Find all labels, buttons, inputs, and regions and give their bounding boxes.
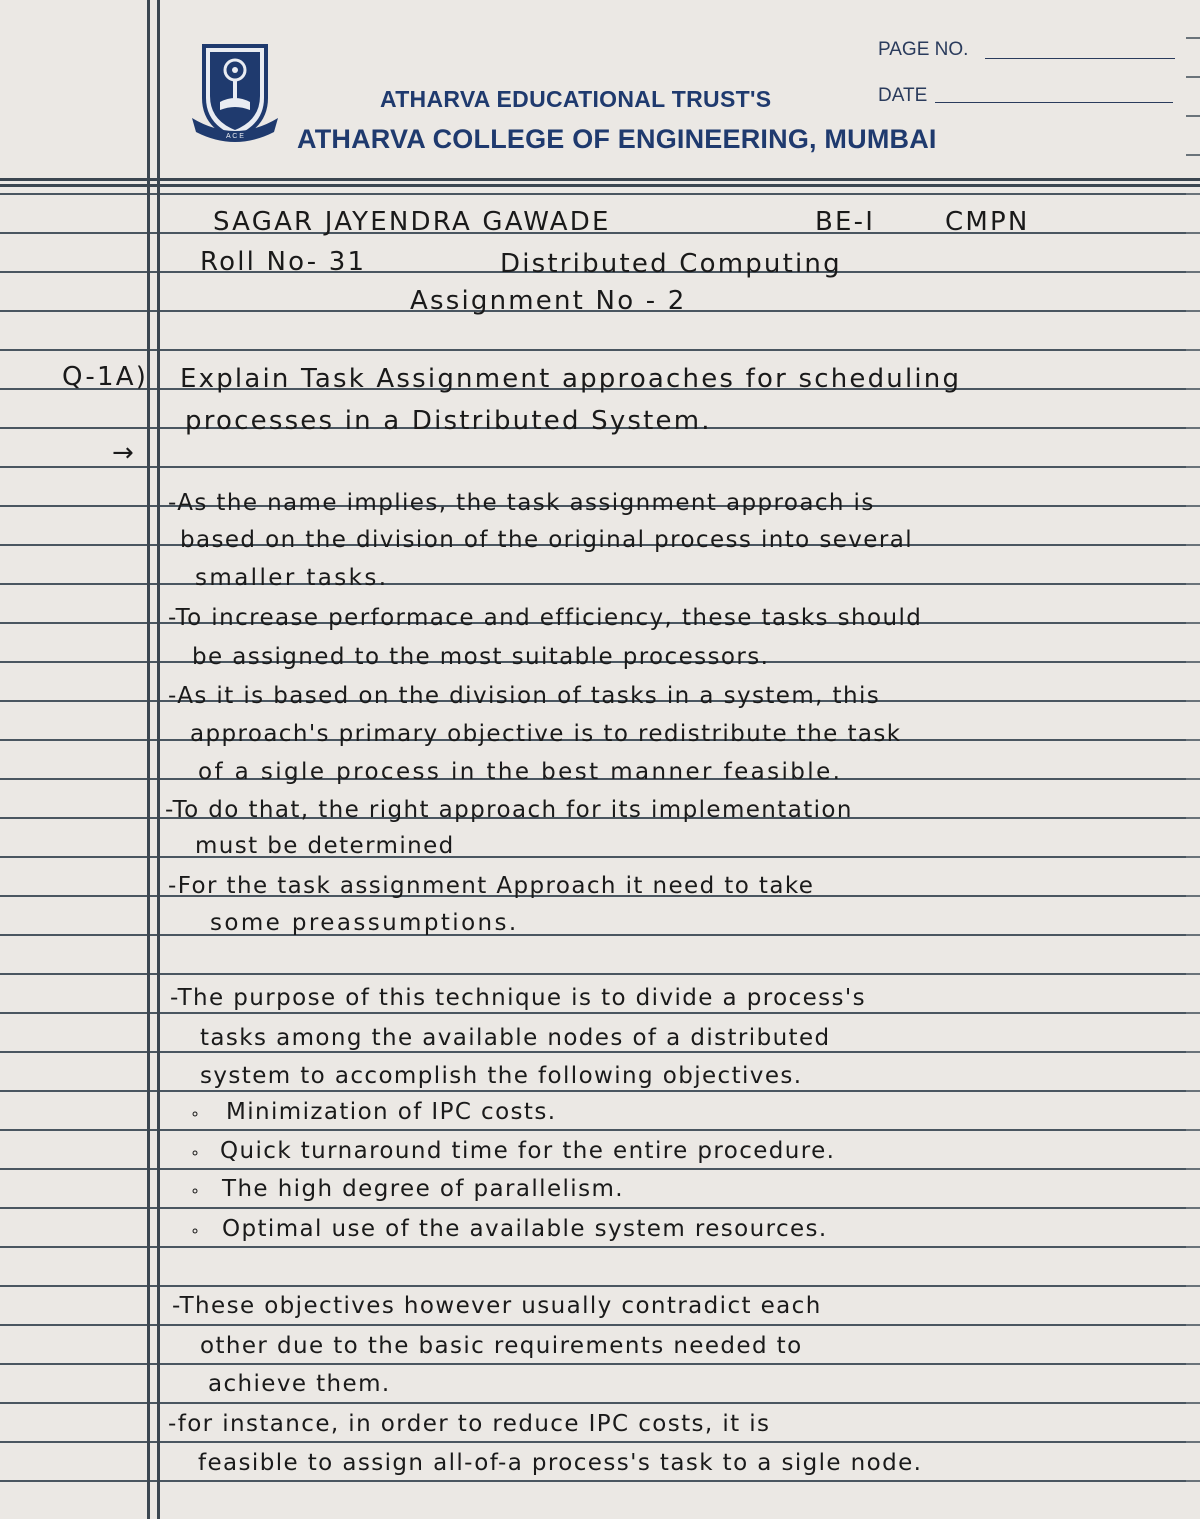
date-line: [935, 102, 1173, 103]
answer-line: system to accomplish the following objectives.: [200, 1063, 803, 1089]
page-no-label: PAGE NO.: [878, 39, 969, 60]
answer-line: -These objectives however usually contradict each: [172, 1293, 822, 1319]
objective-item: Quick turnaround time for the entire procedure.: [220, 1138, 836, 1164]
trust-name: ATHARVA EDUCATIONAL TRUST'S: [380, 86, 772, 112]
answer-line: -To do that, the right approach for its implementation: [165, 797, 853, 823]
header-rule: [0, 184, 1200, 187]
objective-item: The high degree of parallelism.: [222, 1176, 624, 1202]
answer-line: feasible to assign all-of-a process's task to a sigle node.: [198, 1450, 923, 1476]
answer-line: be assigned to the most suitable processors.: [192, 644, 770, 670]
margin-line: [147, 0, 150, 1519]
header-rule: [0, 178, 1200, 181]
bullet-icon: ∘: [190, 1221, 201, 1240]
college-crest-icon: [190, 40, 280, 146]
objective-item: Minimization of IPC costs.: [226, 1099, 557, 1125]
answer-line: other due to the basic requirements needed to: [200, 1333, 803, 1359]
answer-line: tasks among the available nodes of a distributed: [200, 1025, 831, 1051]
bullet-icon: ∘: [190, 1143, 201, 1162]
question-line: processes in a Distributed System.: [185, 406, 712, 436]
answer-line: some preassumptions.: [210, 910, 519, 936]
objective-item: Optimal use of the available system resources.: [222, 1216, 828, 1242]
answer-arrow: →: [112, 438, 136, 468]
answer-line: must be determined: [195, 833, 455, 859]
margin-line: [157, 0, 160, 1519]
student-branch: CMPN: [945, 207, 1030, 237]
answer-line: -for instance, in order to reduce IPC costs, it is: [168, 1411, 771, 1437]
question-label: Q-1A): [62, 362, 149, 392]
answer-line: approach's primary objective is to redistribute the task: [190, 721, 902, 747]
date-label: DATE: [878, 85, 928, 106]
student-name: SAGAR JAYENDRA GAWADE: [213, 207, 611, 237]
answer-line: smaller tasks.: [195, 565, 389, 591]
college-name: ATHARVA COLLEGE OF ENGINEERING, MUMBAI: [297, 124, 937, 154]
answer-line: -To increase performace and efficiency, these tasks should: [168, 605, 923, 631]
answer-line: -As the name implies, the task assignment approach is: [168, 490, 875, 516]
bullet-icon: ∘: [190, 1104, 201, 1123]
question-line: Explain Task Assignment approaches for scheduling: [180, 364, 962, 394]
page-edge-ticks: [1186, 0, 1200, 1519]
answer-line: -As it is based on the division of tasks in a system, this: [168, 683, 881, 709]
student-class: BE-I: [815, 207, 876, 237]
answer-line: achieve them.: [208, 1371, 391, 1397]
subject-name: Distributed Computing: [500, 249, 842, 279]
answer-line: based on the division of the original process into several: [180, 527, 913, 553]
assignment-number: Assignment No - 2: [410, 286, 687, 316]
answer-line: -For the task assignment Approach it need to take: [168, 873, 815, 899]
roll-number: Roll No- 31: [200, 247, 367, 277]
answer-line: -The purpose of this technique is to divide a process's: [170, 985, 867, 1011]
bullet-icon: ∘: [190, 1181, 201, 1200]
svg-text:A C E: A C E: [226, 133, 244, 140]
page-no-line: [985, 58, 1175, 59]
answer-line: of a sigle process in the best manner feasible.: [198, 759, 843, 785]
